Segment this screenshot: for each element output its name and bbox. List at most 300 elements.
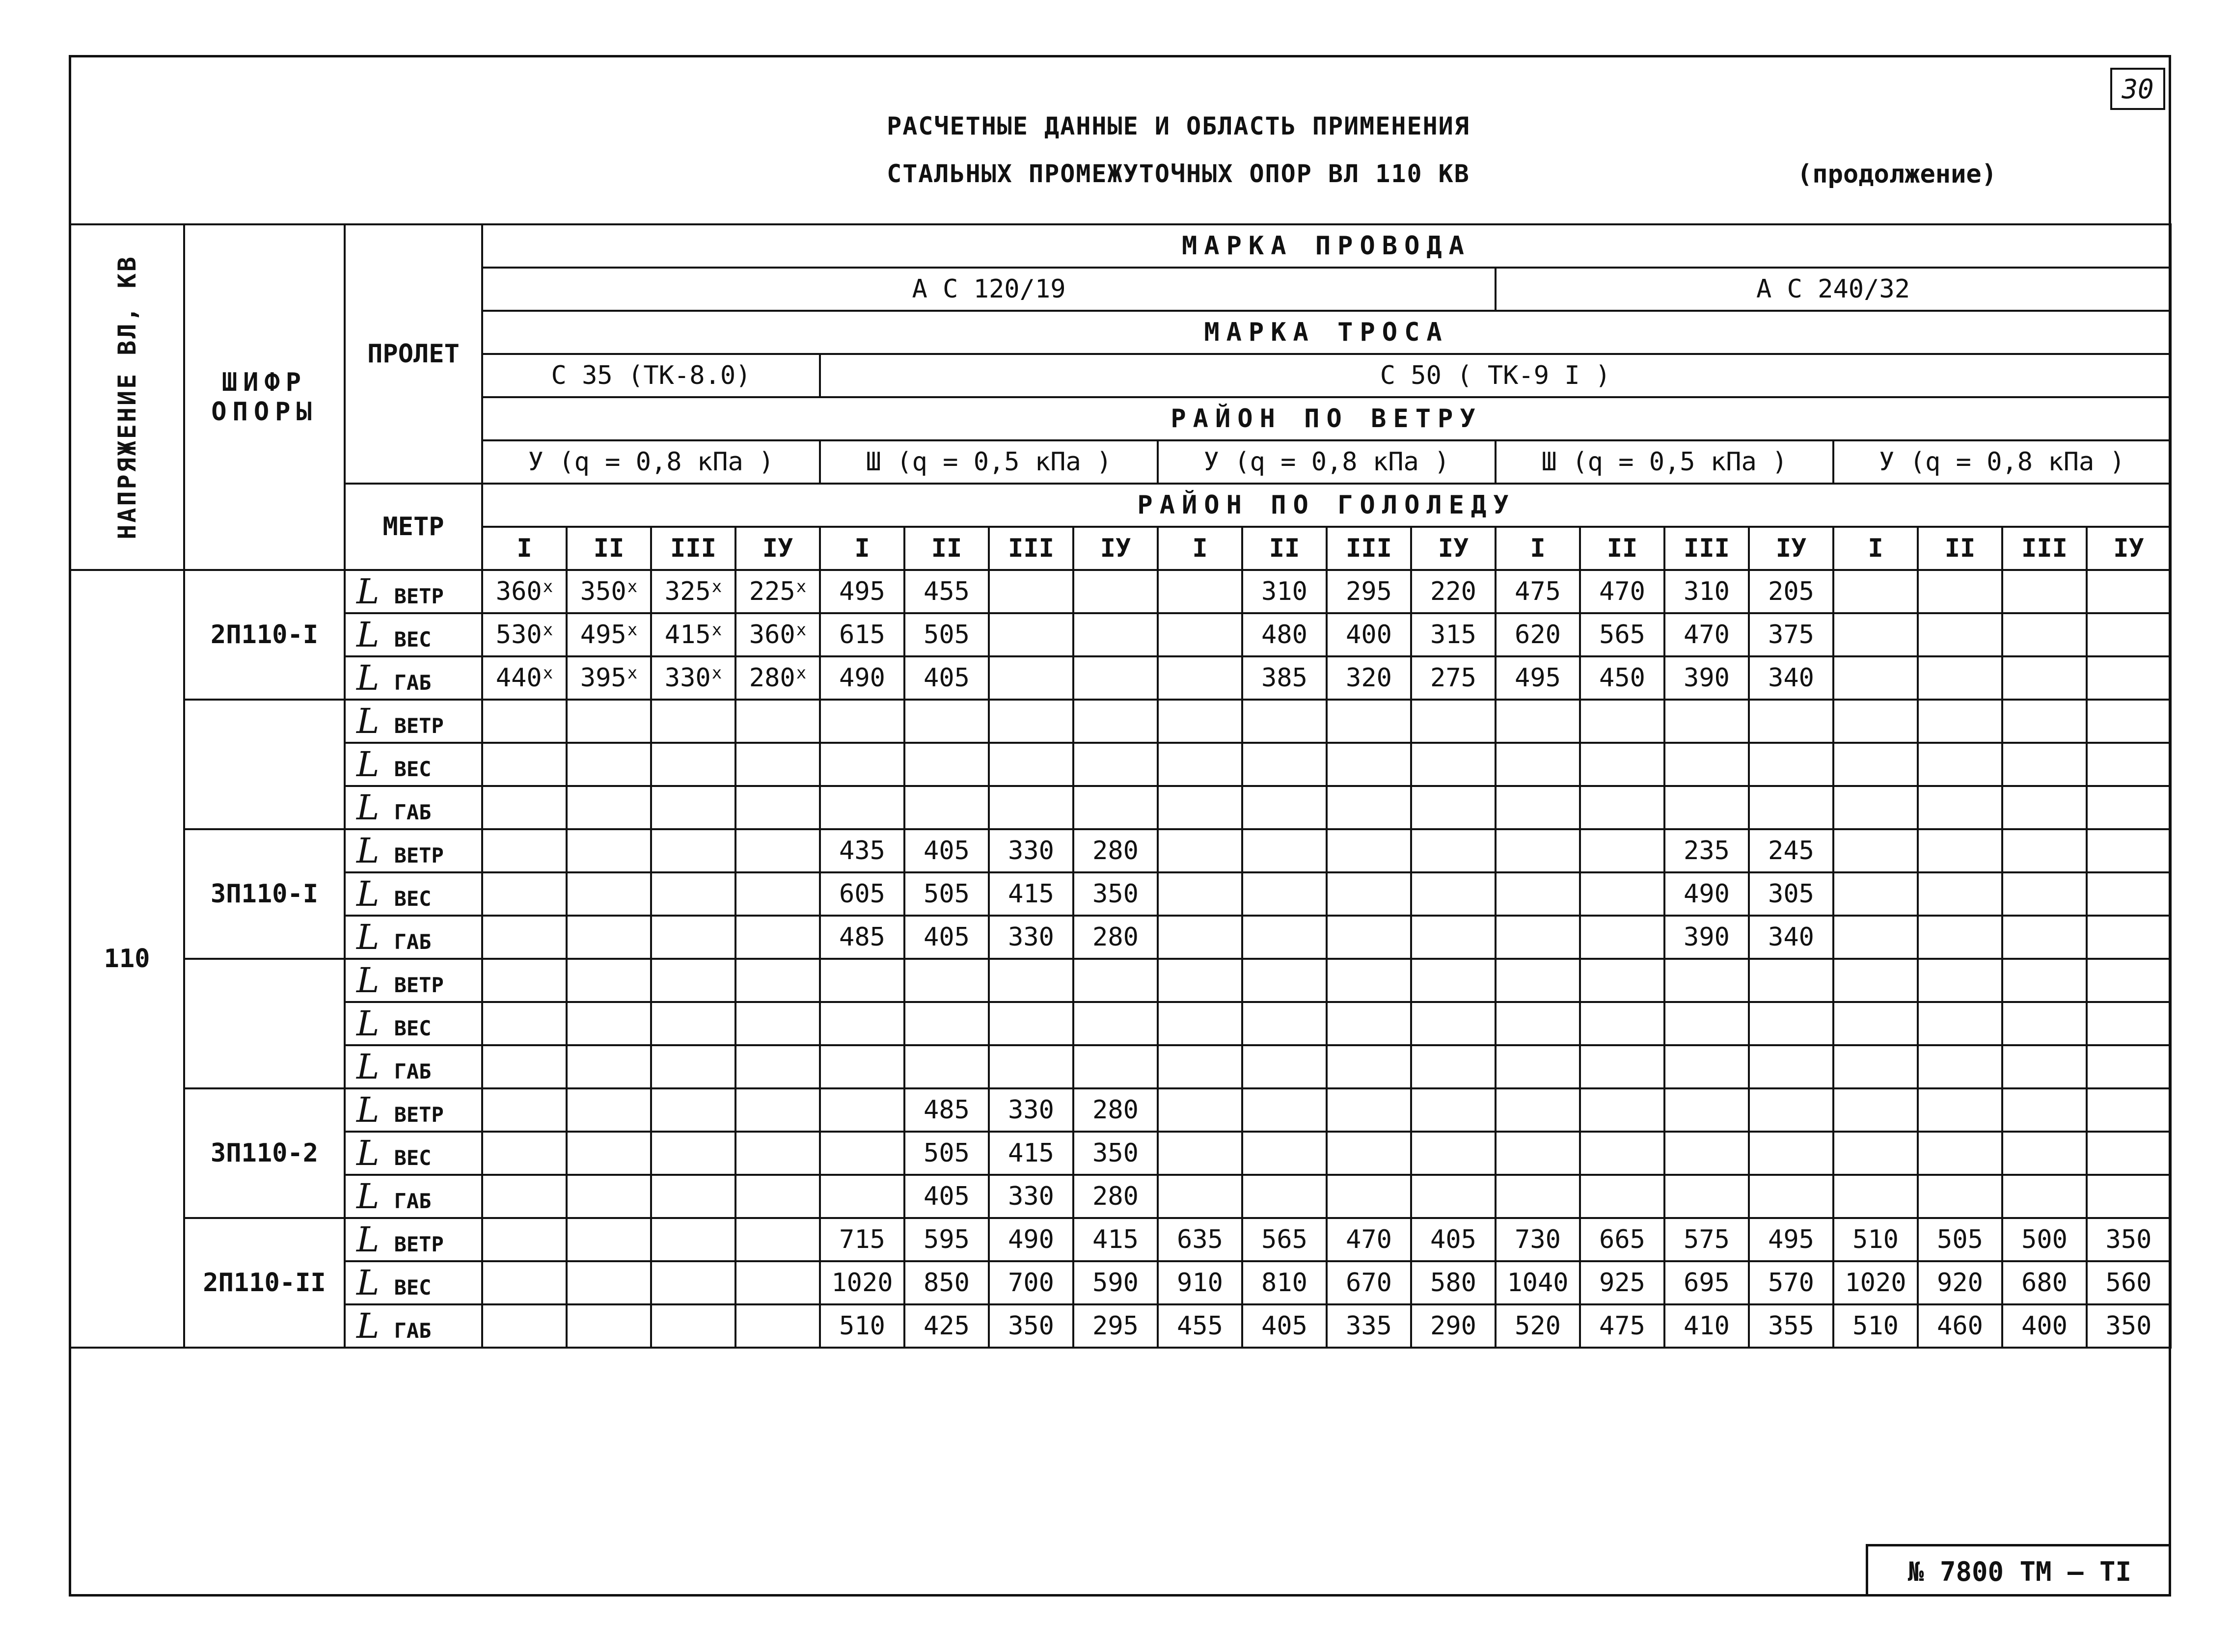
span-value-cell: 295 bbox=[1073, 1304, 1158, 1348]
span-value-cell bbox=[2002, 570, 2087, 613]
span-value-cell bbox=[1073, 570, 1158, 613]
span-value-cell bbox=[1327, 743, 1411, 786]
span-value-cell bbox=[989, 656, 1073, 700]
span-value-cell bbox=[2002, 1175, 2087, 1218]
span-value-cell: 475 bbox=[1580, 1304, 1664, 1348]
span-value-cell bbox=[1918, 1132, 2002, 1175]
span-value-cell: 510 bbox=[1833, 1218, 1918, 1261]
span-value-cell bbox=[1664, 1088, 1749, 1132]
span-value-cell bbox=[1664, 1002, 1749, 1045]
span-value-cell bbox=[1580, 872, 1664, 916]
span-value-cell: 235 bbox=[1664, 829, 1749, 872]
span-value-cell bbox=[735, 1175, 820, 1218]
ice-column-header: II bbox=[904, 527, 989, 570]
span-value-cell bbox=[482, 1261, 567, 1304]
span-symbol: L bbox=[356, 658, 380, 698]
span-value-cell bbox=[1918, 613, 2002, 656]
footnote-mark: x bbox=[796, 620, 807, 640]
span-value-cell bbox=[1580, 1045, 1664, 1088]
span-value: 360 bbox=[749, 620, 795, 650]
span-value-cell bbox=[1833, 872, 1918, 916]
span-value-cell bbox=[1158, 570, 1242, 613]
span-value-cell bbox=[1833, 743, 1918, 786]
span-value-cell bbox=[651, 1088, 735, 1132]
ice-column-header: III bbox=[1327, 527, 1411, 570]
span-value-cell bbox=[2002, 700, 2087, 743]
span-value-cell: 350 bbox=[2087, 1304, 2171, 1348]
tower-code bbox=[184, 700, 345, 829]
span-value-cell: 400 bbox=[1327, 613, 1411, 656]
span-value-cell bbox=[1411, 743, 1496, 786]
span-value-cell: 295 bbox=[1327, 570, 1411, 613]
span-symbol: L bbox=[356, 917, 380, 957]
span-value-cell bbox=[1580, 1132, 1664, 1175]
title-line-1: РАСЧЕТНЫЕ ДАННЫЕ И ОБЛАСТЬ ПРИМЕНЕНИЯ bbox=[887, 112, 1470, 140]
table-row bbox=[70, 613, 2171, 656]
span-value-cell bbox=[567, 1088, 651, 1132]
span-value-cell bbox=[482, 700, 567, 743]
span-header: ПРОЛЕТ bbox=[345, 224, 482, 484]
footnote-mark: x bbox=[711, 663, 722, 683]
span-type-label bbox=[345, 1261, 482, 1304]
span-type-label bbox=[345, 872, 482, 916]
span-value-cell bbox=[1496, 829, 1580, 872]
footnote-mark: x bbox=[627, 577, 638, 596]
span-value-cell: 455 bbox=[904, 570, 989, 613]
span-value-cell bbox=[1242, 829, 1327, 872]
span-value-cell: 245 bbox=[1749, 829, 1833, 872]
span-value-cell: 310 bbox=[1664, 570, 1749, 613]
data-table bbox=[69, 223, 2172, 1349]
span-value-cell: 310 bbox=[1242, 570, 1327, 613]
span-value-cell bbox=[1411, 829, 1496, 872]
span-type-name: ВЕС bbox=[394, 1275, 432, 1300]
table-row bbox=[70, 1088, 2171, 1132]
span-value-cell bbox=[651, 1045, 735, 1088]
span-value-cell bbox=[1918, 656, 2002, 700]
span-value-cell: 435 bbox=[820, 829, 904, 872]
span-value-cell bbox=[482, 1218, 567, 1261]
span-value-cell bbox=[482, 1045, 567, 1088]
ice-column-header: I bbox=[1496, 527, 1580, 570]
span-value-cell bbox=[2087, 1175, 2171, 1218]
cable-2-header: С 50 ( ТК-9 I ) bbox=[820, 354, 2171, 397]
span-value-cell bbox=[1833, 700, 1918, 743]
span-value-cell bbox=[567, 1175, 651, 1218]
continuation-label: (продолжение) bbox=[1797, 160, 1997, 189]
wind-region-header: РАЙОН ПО ВЕТРУ bbox=[482, 397, 2171, 440]
span-symbol: L bbox=[356, 874, 380, 914]
span-value-cell bbox=[567, 613, 651, 656]
span-value-cell bbox=[1496, 1175, 1580, 1218]
span-value-cell: 495 bbox=[1749, 1218, 1833, 1261]
span-value-cell bbox=[1749, 1002, 1833, 1045]
span-value-cell bbox=[1073, 613, 1158, 656]
span-value-cell: 635 bbox=[1158, 1218, 1242, 1261]
span-value-cell bbox=[651, 786, 735, 829]
span-value-cell: 460 bbox=[1918, 1304, 2002, 1348]
span-type-name: ВЕС bbox=[394, 1016, 432, 1040]
span-value-cell bbox=[1918, 829, 2002, 872]
span-value-cell bbox=[567, 1132, 651, 1175]
span-value-cell bbox=[735, 1218, 820, 1261]
span-value-cell bbox=[1833, 786, 1918, 829]
span-value-cell bbox=[820, 1088, 904, 1132]
ice-column-header: I bbox=[1833, 527, 1918, 570]
span-value-cell bbox=[2002, 959, 2087, 1002]
span-value-cell bbox=[1833, 1002, 1918, 1045]
span-type-name: ГАБ bbox=[394, 930, 432, 954]
span-value-cell bbox=[1496, 786, 1580, 829]
span-value-cell: 415 bbox=[989, 872, 1073, 916]
ice-column-header: I bbox=[1158, 527, 1242, 570]
span-value-cell bbox=[1242, 1045, 1327, 1088]
span-value-cell bbox=[1749, 1045, 1833, 1088]
span-value-cell bbox=[2087, 1045, 2171, 1088]
span-value-cell bbox=[1496, 700, 1580, 743]
span-value-cell bbox=[1327, 1045, 1411, 1088]
span-value-cell bbox=[2087, 1002, 2171, 1045]
span-value-cell: 595 bbox=[904, 1218, 989, 1261]
span-value-cell: 490 bbox=[1664, 872, 1749, 916]
span-value-cell: 350 bbox=[1073, 872, 1158, 916]
footnote-mark: x bbox=[543, 577, 553, 596]
table-row bbox=[70, 1002, 2171, 1045]
span-value: 360 bbox=[495, 577, 542, 606]
span-value-cell bbox=[904, 1002, 989, 1045]
span-value-cell bbox=[989, 1002, 1073, 1045]
span-value: 325 bbox=[664, 577, 711, 606]
span-value-cell bbox=[1327, 1175, 1411, 1218]
span-value-cell bbox=[482, 613, 567, 656]
span-value-cell bbox=[1073, 959, 1158, 1002]
span-value-cell: 405 bbox=[1242, 1304, 1327, 1348]
span-value-cell bbox=[651, 656, 735, 700]
span-value-cell: 330 bbox=[989, 1175, 1073, 1218]
span-value-cell: 390 bbox=[1664, 656, 1749, 700]
span-value-cell: 565 bbox=[1242, 1218, 1327, 1261]
span-type-label bbox=[345, 916, 482, 959]
span-value-cell bbox=[2087, 872, 2171, 916]
span-value-cell bbox=[567, 786, 651, 829]
span-symbol: L bbox=[356, 1133, 380, 1173]
span-value-cell bbox=[1242, 872, 1327, 916]
span-value-cell bbox=[2087, 743, 2171, 786]
ice-column-header: III bbox=[651, 527, 735, 570]
span-value-cell: 340 bbox=[1749, 656, 1833, 700]
span-value-cell bbox=[1242, 1132, 1327, 1175]
span-value-cell: 330 bbox=[989, 829, 1073, 872]
span-value-cell bbox=[567, 1218, 651, 1261]
span-value-cell bbox=[567, 570, 651, 613]
span-value-cell bbox=[1580, 1088, 1664, 1132]
span-type-label bbox=[345, 1304, 482, 1348]
span-value-cell bbox=[1918, 872, 2002, 916]
span-value-cell: 505 bbox=[904, 872, 989, 916]
voltage-header: НАПРЯЖЕНИЕ ВЛ, КВ bbox=[112, 255, 141, 540]
tower-code: 2П110-II bbox=[184, 1218, 345, 1348]
span-value-cell bbox=[651, 1175, 735, 1218]
span-value-cell bbox=[735, 743, 820, 786]
span-value-cell bbox=[820, 1002, 904, 1045]
span-value-cell bbox=[1242, 916, 1327, 959]
span-value-cell bbox=[567, 656, 651, 700]
span-value-cell bbox=[2002, 613, 2087, 656]
span-value-cell: 490 bbox=[820, 656, 904, 700]
table-row bbox=[70, 656, 2171, 700]
span-value-cell: 570 bbox=[1749, 1261, 1833, 1304]
span-value-cell bbox=[1833, 1132, 1918, 1175]
span-value-cell: 590 bbox=[1073, 1261, 1158, 1304]
span-value-cell bbox=[1327, 1088, 1411, 1132]
span-value-cell bbox=[1580, 1175, 1664, 1218]
span-value-cell bbox=[651, 959, 735, 1002]
footnote-mark: x bbox=[711, 577, 722, 596]
span-value-cell: 670 bbox=[1327, 1261, 1411, 1304]
span-type-label bbox=[345, 1045, 482, 1088]
span-value-cell bbox=[1411, 1132, 1496, 1175]
span-value-cell bbox=[1073, 656, 1158, 700]
span-value-cell bbox=[2087, 959, 2171, 1002]
span-value-cell: 335 bbox=[1327, 1304, 1411, 1348]
span-value-cell: 330 bbox=[989, 1088, 1073, 1132]
table-row bbox=[70, 1045, 2171, 1088]
span-value-cell bbox=[1158, 1088, 1242, 1132]
span-value-cell bbox=[2087, 570, 2171, 613]
span-value-cell: 495 bbox=[1496, 656, 1580, 700]
ice-column-header: II bbox=[1580, 527, 1664, 570]
span-value-cell bbox=[651, 1132, 735, 1175]
span-value-cell: 730 bbox=[1496, 1218, 1580, 1261]
span-value-cell bbox=[1158, 916, 1242, 959]
span-symbol: L bbox=[356, 1176, 380, 1217]
span-value-cell bbox=[1158, 872, 1242, 916]
span-value-cell bbox=[1411, 959, 1496, 1002]
wire-1-header: А С 120/19 bbox=[482, 268, 1496, 311]
span-type-name: ГАБ bbox=[394, 671, 432, 695]
table-row bbox=[70, 1261, 2171, 1304]
span-value-cell bbox=[1327, 872, 1411, 916]
span-value-cell bbox=[1580, 743, 1664, 786]
span-value-cell bbox=[1749, 1175, 1833, 1218]
span-value-cell bbox=[1918, 1002, 2002, 1045]
span-value-cell bbox=[1158, 700, 1242, 743]
span-value-cell bbox=[1411, 1045, 1496, 1088]
wind-zone-5: У (q = 0,8 кПа ) bbox=[1833, 440, 2171, 484]
span-value-cell bbox=[1327, 916, 1411, 959]
span-value-cell: 305 bbox=[1749, 872, 1833, 916]
span-value-cell bbox=[820, 1045, 904, 1088]
title-line-2: СТАЛЬНЫХ ПРОМЕЖУТОЧНЫХ ОПОР ВЛ 110 КВ bbox=[887, 160, 1470, 188]
ice-column-header: I bbox=[820, 527, 904, 570]
span-type-label bbox=[345, 613, 482, 656]
span-symbol: L bbox=[356, 831, 380, 871]
span-value-cell bbox=[1158, 613, 1242, 656]
span-type-name: ВЕС bbox=[394, 627, 432, 651]
span-value-cell bbox=[1749, 1132, 1833, 1175]
ice-column-header: IУ bbox=[1073, 527, 1158, 570]
span-value-cell: 925 bbox=[1580, 1261, 1664, 1304]
span-value-cell bbox=[1833, 1088, 1918, 1132]
span-value-cell: 850 bbox=[904, 1261, 989, 1304]
span-value-cell: 405 bbox=[904, 1175, 989, 1218]
span-value-cell: 320 bbox=[1327, 656, 1411, 700]
span-value-cell bbox=[1327, 1002, 1411, 1045]
span-value-cell bbox=[1664, 1045, 1749, 1088]
span-value-cell bbox=[1496, 1045, 1580, 1088]
span-value-cell: 605 bbox=[820, 872, 904, 916]
span-value-cell bbox=[1496, 872, 1580, 916]
span-symbol: L bbox=[356, 615, 380, 655]
span-value-cell bbox=[904, 786, 989, 829]
span-type-label bbox=[345, 656, 482, 700]
span-value-cell bbox=[735, 959, 820, 1002]
span-value-cell: 280 bbox=[1073, 1175, 1158, 1218]
span-value-cell: 485 bbox=[820, 916, 904, 959]
span-value-cell: 495 bbox=[820, 570, 904, 613]
span-value-cell: 470 bbox=[1327, 1218, 1411, 1261]
span-value-cell bbox=[1327, 700, 1411, 743]
span-type-label bbox=[345, 786, 482, 829]
span-value-cell bbox=[820, 959, 904, 1002]
ice-column-header: III bbox=[2002, 527, 2087, 570]
span-value-cell bbox=[1073, 786, 1158, 829]
span-value: 280 bbox=[749, 663, 795, 693]
span-value-cell bbox=[1749, 700, 1833, 743]
span-value-cell bbox=[1918, 959, 2002, 1002]
span-symbol: L bbox=[356, 571, 380, 612]
span-value-cell: 580 bbox=[1411, 1261, 1496, 1304]
span-symbol: L bbox=[356, 1306, 380, 1346]
span-value-cell bbox=[2002, 1132, 2087, 1175]
span-value-cell bbox=[482, 1304, 567, 1348]
span-value-cell bbox=[482, 829, 567, 872]
span-value-cell bbox=[735, 656, 820, 700]
span-value: 415 bbox=[664, 620, 711, 650]
span-value-cell: 505 bbox=[904, 1132, 989, 1175]
span-value-cell bbox=[1833, 570, 1918, 613]
span-value-cell bbox=[2087, 1132, 2171, 1175]
tower-code: 3П110-2 bbox=[184, 1088, 345, 1218]
span-value-cell: 425 bbox=[904, 1304, 989, 1348]
span-value-cell bbox=[1580, 700, 1664, 743]
span-type-name: ВЕС bbox=[394, 757, 432, 781]
span-value-cell bbox=[1580, 829, 1664, 872]
span-value-cell bbox=[2087, 1088, 2171, 1132]
span-value-cell: 385 bbox=[1242, 656, 1327, 700]
span-value-cell bbox=[567, 829, 651, 872]
span-symbol: L bbox=[356, 1003, 380, 1044]
span-type-label bbox=[345, 1088, 482, 1132]
span-value-cell bbox=[1833, 656, 1918, 700]
page-number: 30 bbox=[2110, 68, 2165, 110]
span-value-cell bbox=[1073, 1002, 1158, 1045]
span-value-cell bbox=[2087, 613, 2171, 656]
span-value-cell bbox=[735, 1088, 820, 1132]
span-value-cell: 290 bbox=[1411, 1304, 1496, 1348]
span-value-cell: 510 bbox=[1833, 1304, 1918, 1348]
cable-1-header: С 35 (ТК-8.0) bbox=[482, 354, 820, 397]
span-value-cell bbox=[1749, 959, 1833, 1002]
span-value: 395 bbox=[580, 663, 626, 693]
span-value-cell bbox=[1749, 743, 1833, 786]
table-row bbox=[70, 1218, 2171, 1261]
span-value-cell bbox=[2002, 743, 2087, 786]
span-value-cell: 220 bbox=[1411, 570, 1496, 613]
span-value-cell: 350 bbox=[1073, 1132, 1158, 1175]
span-value-cell bbox=[1664, 959, 1749, 1002]
span-value-cell: 1020 bbox=[1833, 1261, 1918, 1304]
span-value-cell bbox=[2087, 829, 2171, 872]
span-value-cell bbox=[1496, 916, 1580, 959]
span-value-cell bbox=[1327, 1132, 1411, 1175]
span-value-cell bbox=[2087, 786, 2171, 829]
span-value: 225 bbox=[749, 577, 795, 606]
ice-column-header: IУ bbox=[735, 527, 820, 570]
span-value: 530 bbox=[495, 620, 542, 650]
span-value-cell bbox=[820, 700, 904, 743]
span-value-cell bbox=[651, 1261, 735, 1304]
table-row bbox=[70, 743, 2171, 786]
span-type-label bbox=[345, 700, 482, 743]
footnote-mark: x bbox=[627, 663, 638, 683]
span-value-cell bbox=[735, 700, 820, 743]
ice-column-header: IУ bbox=[2087, 527, 2171, 570]
span-value-cell: 390 bbox=[1664, 916, 1749, 959]
span-value-cell: 415 bbox=[1073, 1218, 1158, 1261]
span-value-cell bbox=[651, 570, 735, 613]
span-value-cell: 275 bbox=[1411, 656, 1496, 700]
table-row bbox=[70, 1304, 2171, 1348]
span-value-cell bbox=[735, 1304, 820, 1348]
span-value-cell bbox=[1833, 1175, 1918, 1218]
table-row bbox=[70, 959, 2171, 1002]
span-value-cell bbox=[651, 1002, 735, 1045]
span-type-name: ВЕС bbox=[394, 887, 432, 911]
span-value-cell bbox=[735, 1045, 820, 1088]
span-value-cell bbox=[2002, 916, 2087, 959]
span-value-cell bbox=[1496, 1088, 1580, 1132]
span-value-cell bbox=[1749, 1088, 1833, 1132]
table-row bbox=[70, 786, 2171, 829]
span-value-cell bbox=[651, 743, 735, 786]
ice-region-header: РАЙОН ПО ГОЛОЛЕДУ bbox=[482, 484, 2171, 527]
footnote-mark: x bbox=[543, 663, 553, 683]
span-value-cell bbox=[567, 872, 651, 916]
span-value-cell bbox=[2087, 916, 2171, 959]
span-value-cell bbox=[1073, 700, 1158, 743]
wind-zone-1: У (q = 0,8 кПа ) bbox=[482, 440, 820, 484]
span-value-cell bbox=[2002, 829, 2087, 872]
span-value-cell bbox=[2002, 1002, 2087, 1045]
wind-zone-2: Ш (q = 0,5 кПа ) bbox=[820, 440, 1158, 484]
span-value-cell: 405 bbox=[904, 829, 989, 872]
span-value-cell: 315 bbox=[1411, 613, 1496, 656]
span-value-cell: 1040 bbox=[1496, 1261, 1580, 1304]
span-value-cell: 575 bbox=[1664, 1218, 1749, 1261]
span-value-cell bbox=[1918, 700, 2002, 743]
span-value-cell bbox=[1496, 1132, 1580, 1175]
span-value-cell bbox=[1158, 829, 1242, 872]
span-value-cell: 405 bbox=[1411, 1218, 1496, 1261]
span-symbol: L bbox=[356, 1219, 380, 1260]
span-value-cell bbox=[1664, 786, 1749, 829]
span-value-cell bbox=[989, 700, 1073, 743]
span-value-cell bbox=[1158, 1132, 1242, 1175]
span-value-cell bbox=[1411, 786, 1496, 829]
span-symbol: L bbox=[356, 1263, 380, 1303]
span-value-cell bbox=[989, 959, 1073, 1002]
